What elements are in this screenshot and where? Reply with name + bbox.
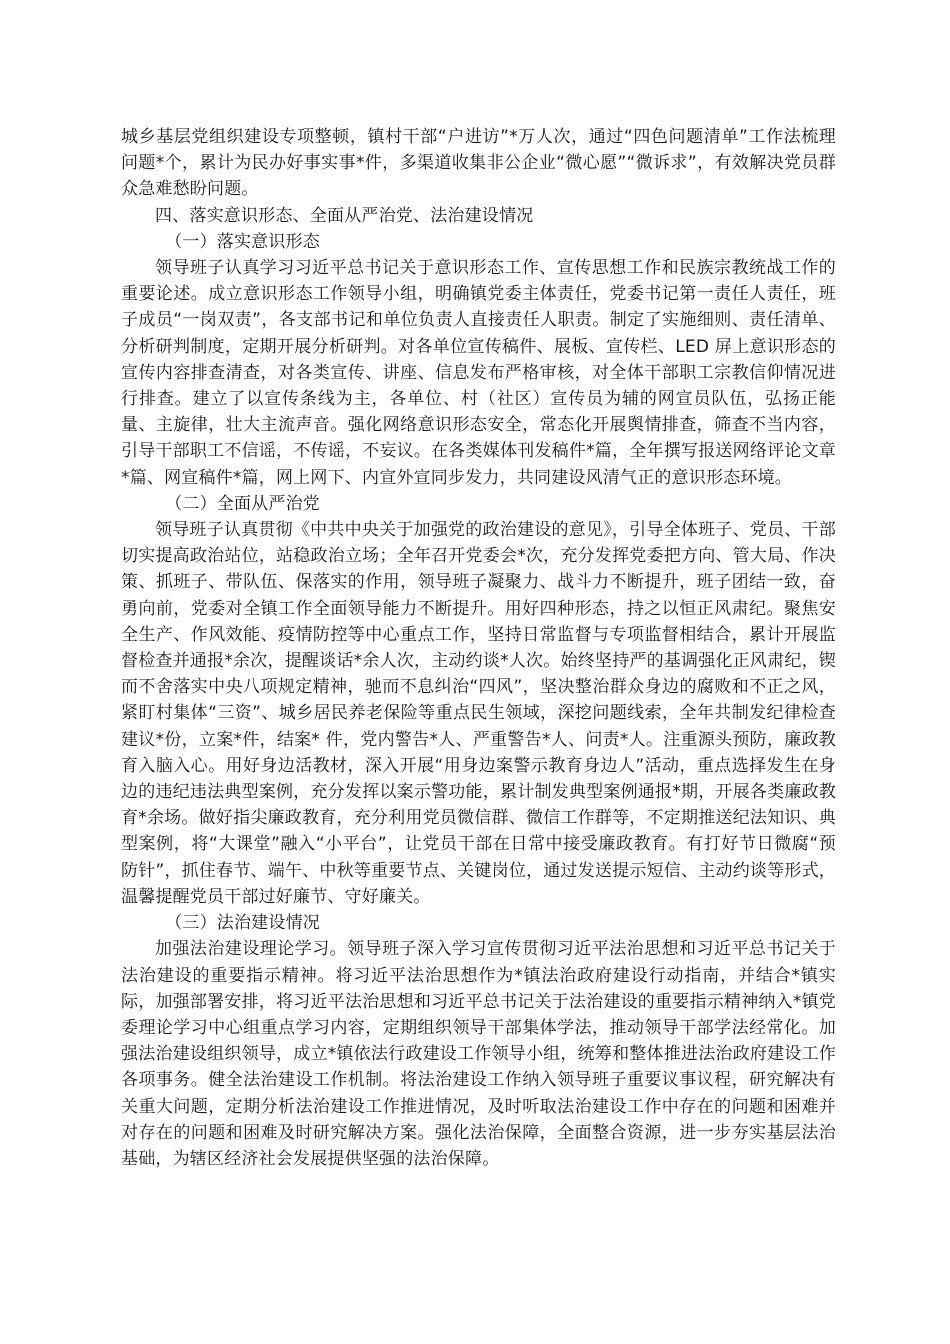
- ideology-paragraph: 领导班子认真学习习近平总书记关于意识形态工作、宣传思想工作和民族宗教统战工作的重要论述。成立意识形态工作领导小组，明确镇党委主体责任，党委书记第一责任人责任，班子成员“一岗双责”，各支部书记和单位负责人直接责任人职责。制定了实施细则、责任清单、分析研判制度，定期开展分析研判。对各单位宣传稿件、展板、宣传栏、LED 屏上意识形态的宣传内容排查清查，对各类宣传、讲座、信息发布严格审核，对全体干部职工宗教信仰情况进行排查。建立了以宣传条线为主，各单位、村（社区）宣传员为辅的网宣员队伍，弘扬正能量、主旋律，壮大主流声音。强化网络意识形态安全，常态化开展舆情排查，筛查不当内容，引导干部职工不信谣，不传谣，不妄议。在各类媒体刊发稿件*篇，全年撰写报送网络评论文章*篇、网宣稿件*篇，网上网下、内宣外宣同步发力，共同建设风清气正的意识形态环境。: [121, 258, 836, 488]
- rule-of-law-paragraph: 加强法治建设理论学习。领导班子深入学习宣传贯彻习近平法治思想和习近平总书记关于法治建设的重要指示精神。将习近平法治思想作为*镇法治政府建设行动指南，并结合*镇实际，加强部署安排，将习近平法治思想和习近平总书记关于法治建设的重要指示精神纳入*镇党委理论学习中心组重点学习内容，定期组织领导干部集体学法，推动领导干部学法经常化。加强法治建设组织领导，成立*镇依法行政建设工作领导小组，统筹和整体推进法治政府建设工作各项事务。健全法治建设工作机制。将法治建设工作纳入领导班子重要议事议程，研究解决有关重大问题，定期分析法治建设工作推进情况，及时听取法治建设工作中存在的问题和困难并对存在的问题和困难及时研究解决方案。强化法治保障，全面整合资源，进一步夯实基层法治基础，为辖区经济社会发展提供坚强的法治保障。: [121, 939, 836, 1169]
- document-page: [121, 124, 836, 1172]
- subsection-heading-rule-of-law: （三）法治建设情况: [165, 913, 320, 934]
- subsection-heading-ideology: （一）落实意识形态: [165, 231, 320, 252]
- intro-paragraph: 城乡基层党组织建设专项整顿，镇村干部“户进访”*万人次，通过“四色问题清单”工作法梳理问题*个，累计为民办好事实事*件，多渠道收集非公企业“微心愿”“微诉求”，有效解决党员群众急难愁盼问题。: [121, 127, 836, 200]
- subsection-heading-party-discipline: （二）全面从严治党: [165, 493, 320, 514]
- party-discipline-paragraph: 领导班子认真贯彻《中共中央关于加强党的政治建设的意见》，引导全体班子、党员、干部切实提高政治站位，站稳政治立场；全年召开党委会*次，充分发挥党委把方向、管大局、作决策、抓班子、带队伍、保落实的作用，领导班子凝聚力、战斗力不断提升，班子团结一致，奋勇向前，党委对全镇工作全面领导能力不断提升。用好四种形态，持之以恒正风肃纪。聚焦安全生产、作风效能、疫情防控等中心重点工作，坚持日常监督与专项监督相结合，累计开展监督检查并通报*余次，提醒谈话*余人次，主动约谈*人次。始终坚持严的基调强化正风肃纪，锲而不舍落实中央八项规定精神，驰而不息纠治“四风”，坚决整治群众身边的腐败和不正之风，紧盯村集体“三资”、城乡居民养老保险等重点民生领域，深挖问题线索，全年共制发纪律检查建议*份，立案*件，结案* 件，党内警告*人、严重警告*人、问责*人。注重源头预防，廉政教育入脑入心。用好身边活教材，深入开展“用身边案警示教育身边人”活动，重点选择发生在身边的违纪违法典型案例，充分发挥以案示警功能，累计制发典型案例通报*期，开展各类廉政教育*余场。做好指尖廉政教育，充分利用党员微信群、微信工作群等，不定期推送纪法知识、典型案例，将“大课堂”融入“小平台”，让党员干部在日常中接受廉政教育。有打好节日微腐“预防针”，抓住春节、端午、中秋等重要节点、关键岗位，通过发送提示短信、主动约谈等形式，温馨提醒党员干部过好廉节、守好廉关。: [121, 520, 836, 907]
- section-heading: 四、落实意识形态、全面从严治党、法治建设情况: [155, 205, 534, 226]
